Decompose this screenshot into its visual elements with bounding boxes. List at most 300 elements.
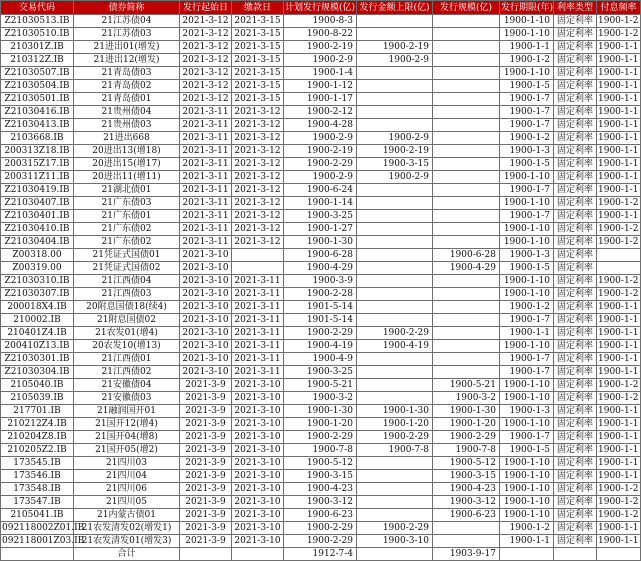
start-date-cell: 2021-3-10 xyxy=(180,353,232,366)
term-cell: 1900-1-1 xyxy=(500,327,554,340)
issue-size-cell xyxy=(433,288,500,301)
coupon-freq-cell: 1900-1-1 xyxy=(597,210,641,223)
coupon-freq-cell: 1900-1-1 xyxy=(597,41,641,54)
issue-size-cell xyxy=(433,28,500,41)
table-row xyxy=(1,444,641,457)
table-row xyxy=(1,93,641,106)
payment-date-cell: 2021-3-11 xyxy=(232,288,284,301)
planned-size-cell: 1900-3-9 xyxy=(284,275,357,288)
planned-size-cell: 1900-7-8 xyxy=(284,444,357,457)
start-date-cell: 2021-3-11 xyxy=(180,210,232,223)
table-row xyxy=(1,353,641,366)
term-cell: 1900-1-10 xyxy=(500,288,554,301)
rate-type-cell: 固定利率 xyxy=(554,366,597,379)
term-cell: 1900-1-10 xyxy=(500,28,554,41)
start-date-cell: 2021-3-11 xyxy=(180,236,232,249)
planned-size-cell: 1900-2-29 xyxy=(284,535,357,548)
payment-date-cell: 2021-3-10 xyxy=(232,431,284,444)
coupon-freq-cell: 1900-1-1 xyxy=(597,184,641,197)
planned-size-cell: 1900-2-29 xyxy=(284,522,357,535)
table-row xyxy=(1,236,641,249)
term-cell: 1900-1-10 xyxy=(500,67,554,80)
table-row xyxy=(1,301,641,314)
term-cell: 1900-1-5 xyxy=(500,158,554,171)
issue-size-cell xyxy=(433,15,500,28)
coupon-freq-cell: 1900-1-1 xyxy=(597,353,641,366)
start-date-cell: 2021-3-11 xyxy=(180,145,232,158)
planned-size-cell: 1900-5-21 xyxy=(284,379,357,392)
issue-size-cell: 1900-7-8 xyxy=(433,444,500,457)
term-cell: 1900-1-7 xyxy=(500,431,554,444)
rate-type-cell: 固定利率 xyxy=(554,314,597,327)
amount-cap-cell xyxy=(357,197,433,210)
start-date-cell: 2021-3-10 xyxy=(180,262,232,275)
planned-size-cell: 1900-6-23 xyxy=(284,509,357,522)
bond-name-cell: 20进出11(增11) xyxy=(74,171,180,184)
payment-date-cell: 2021-3-11 xyxy=(232,353,284,366)
header-cell: 发行金额上限(亿) xyxy=(357,1,433,15)
term-cell: 1900-1-7 xyxy=(500,210,554,223)
rate-type-cell: 固定利率 xyxy=(554,54,597,67)
planned-size-cell: 1900-2-12 xyxy=(284,106,357,119)
term-cell: 1900-1-10 xyxy=(500,171,554,184)
table-row xyxy=(1,483,641,496)
bond-name-cell: 21湖北债01 xyxy=(74,184,180,197)
table-row xyxy=(1,522,641,535)
rate-type-cell: 固定利率 xyxy=(554,496,597,509)
payment-date-cell: 2021-3-15 xyxy=(232,93,284,106)
start-date-cell: 2021-3-10 xyxy=(180,288,232,301)
planned-size-cell: 1900-3-12 xyxy=(284,496,357,509)
bond-name-cell: 21安徽债03 xyxy=(74,392,180,405)
issue-size-cell: 1900-2-29 xyxy=(433,431,500,444)
term-cell: 1900-1-5 xyxy=(500,80,554,93)
amount-cap-cell: 1900-2-9 xyxy=(357,132,433,145)
term-cell: 1900-1-3 xyxy=(500,249,554,262)
term-cell: 1900-1-2 xyxy=(500,54,554,67)
start-date-cell: 2021-3-10 xyxy=(180,340,232,353)
term-cell: 1900-1-7 xyxy=(500,366,554,379)
amount-cap-cell xyxy=(357,509,433,522)
coupon-freq-cell: 1900-1-2 xyxy=(597,496,641,509)
term-cell: 1900-1-10 xyxy=(500,236,554,249)
planned-size-cell: 1900-4-28 xyxy=(284,119,357,132)
header-row xyxy=(1,1,641,15)
bond-code-cell: Z00318.00 xyxy=(1,249,74,262)
rate-type-cell: 固定利率 xyxy=(554,470,597,483)
payment-date-cell: 2021-3-12 xyxy=(232,158,284,171)
coupon-freq-cell: 1900-1-2 xyxy=(597,28,641,41)
planned-size-cell: 1900-2-29 xyxy=(284,327,357,340)
table-row xyxy=(1,67,641,80)
coupon-freq-cell: 1900-1-1 xyxy=(597,132,641,145)
total-start-cell xyxy=(180,548,232,561)
term-cell: 1900-1-2 xyxy=(500,522,554,535)
start-date-cell: 2021-3-11 xyxy=(180,119,232,132)
bond-name-cell: 21贵州债04 xyxy=(74,106,180,119)
bond-code-cell: Z21030513.IB xyxy=(1,15,74,28)
issue-size-cell xyxy=(433,197,500,210)
start-date-cell: 2021-3-10 xyxy=(180,366,232,379)
bond-code-cell: Z21030310.IB xyxy=(1,275,74,288)
issue-size-cell xyxy=(433,132,500,145)
coupon-freq-cell: 1900-1-1 xyxy=(597,93,641,106)
amount-cap-cell: 1900-3-10 xyxy=(357,535,433,548)
header-cell: 交易代码 xyxy=(1,1,74,15)
term-cell: 1900-1-3 xyxy=(500,145,554,158)
coupon-freq-cell: 1900-1-1 xyxy=(597,470,641,483)
start-date-cell: 2021-3-12 xyxy=(180,28,232,41)
coupon-freq-cell: 1900-1-2 xyxy=(597,197,641,210)
bond-name-cell: 21江西债04 xyxy=(74,275,180,288)
table-row xyxy=(1,470,641,483)
issue-size-cell: 1900-1-30 xyxy=(433,405,500,418)
amount-cap-cell: 1900-2-9 xyxy=(357,171,433,184)
payment-date-cell: 2021-3-10 xyxy=(232,535,284,548)
total-row xyxy=(1,548,641,561)
term-cell: 1900-1-10 xyxy=(500,392,554,405)
planned-size-cell: 1900-4-29 xyxy=(284,262,357,275)
payment-date-cell: 2021-3-12 xyxy=(232,106,284,119)
rate-type-cell: 固定利率 xyxy=(554,80,597,93)
start-date-cell: 2021-3-9 xyxy=(180,457,232,470)
issue-size-cell: 1900-3-12 xyxy=(433,496,500,509)
start-date-cell: 2021-3-9 xyxy=(180,405,232,418)
issue-size-cell xyxy=(433,223,500,236)
bond-name-cell: 21广东债02 xyxy=(74,236,180,249)
start-date-cell: 2021-3-9 xyxy=(180,535,232,548)
rate-type-cell: 固定利率 xyxy=(554,275,597,288)
coupon-freq-cell: 1900-1-1 xyxy=(597,171,641,184)
bond-name-cell: 21江西债02 xyxy=(74,366,180,379)
payment-date-cell: 2021-3-10 xyxy=(232,470,284,483)
total-pay-cell xyxy=(232,548,284,561)
payment-date-cell: 2021-3-15 xyxy=(232,67,284,80)
table-row xyxy=(1,171,641,184)
term-cell: 1900-1-10 xyxy=(500,15,554,28)
rate-type-cell: 固定利率 xyxy=(554,249,597,262)
coupon-freq-cell: 1900-1-2 xyxy=(597,483,641,496)
rate-type-cell: 固定利率 xyxy=(554,509,597,522)
payment-date-cell: 2021-3-11 xyxy=(232,340,284,353)
issue-size-cell xyxy=(433,158,500,171)
table-row xyxy=(1,210,641,223)
table-row xyxy=(1,418,641,431)
rate-type-cell: 固定利率 xyxy=(554,535,597,548)
start-date-cell: 2021-3-9 xyxy=(180,470,232,483)
issue-size-cell xyxy=(433,353,500,366)
issue-size-cell xyxy=(433,236,500,249)
planned-size-cell: 1900-3-15 xyxy=(284,470,357,483)
planned-size-cell: 1900-2-28 xyxy=(284,288,357,301)
bond-name-cell: 21附息国债02 xyxy=(74,314,180,327)
coupon-freq-cell xyxy=(597,249,641,262)
bond-name-cell: 21贵州债03 xyxy=(74,119,180,132)
rate-type-cell: 固定利率 xyxy=(554,184,597,197)
bond-name-cell: 21国开05(增2) xyxy=(74,444,180,457)
term-cell: 1900-1-1 xyxy=(500,41,554,54)
start-date-cell: 2021-3-11 xyxy=(180,223,232,236)
payment-date-cell: 2021-3-15 xyxy=(232,15,284,28)
rate-type-cell: 固定利率 xyxy=(554,171,597,184)
bond-name-cell: 21江苏债03 xyxy=(74,28,180,41)
header-cell: 发行期限(年) xyxy=(501,2,554,13)
term-cell: 1900-1-7 xyxy=(500,93,554,106)
term-cell: 1900-1-2 xyxy=(500,301,554,314)
start-date-cell: 2021-3-9 xyxy=(180,509,232,522)
bond-name-cell: 21四川05 xyxy=(74,496,180,509)
header-cell: 发行起始日 xyxy=(180,1,232,15)
payment-date-cell: 2021-3-11 xyxy=(232,314,284,327)
coupon-freq-cell: 1900-1-1 xyxy=(597,106,641,119)
planned-size-cell: 1900-3-25 xyxy=(284,366,357,379)
table-row xyxy=(1,262,641,275)
term-cell: 1900-1-10 xyxy=(500,275,554,288)
rate-type-cell: 固定利率 xyxy=(554,197,597,210)
amount-cap-cell xyxy=(357,262,433,275)
start-date-cell: 2021-3-9 xyxy=(180,444,232,457)
bond-code-cell: 2103668.IB xyxy=(1,132,74,145)
rate-type-cell: 固定利率 xyxy=(554,301,597,314)
table-row xyxy=(1,457,641,470)
payment-date-cell: 2021-3-12 xyxy=(232,132,284,145)
bond-name-cell: 21江西债03 xyxy=(74,288,180,301)
term-cell: 1900-1-7 xyxy=(500,106,554,119)
bond-name-cell: 21融润国开01 xyxy=(74,405,180,418)
table-row xyxy=(1,119,641,132)
bond-name-cell: 21安徽债04 xyxy=(74,379,180,392)
bond-name-cell: 21青岛债01 xyxy=(74,93,180,106)
rate-type-cell: 固定利率 xyxy=(554,93,597,106)
coupon-freq-cell: 1900-1-1 xyxy=(597,522,641,535)
coupon-freq-cell: 1900-1-1 xyxy=(597,67,641,80)
issue-size-cell xyxy=(433,184,500,197)
payment-date-cell: 2021-3-10 xyxy=(232,379,284,392)
rate-type-cell: 固定利率 xyxy=(554,431,597,444)
start-date-cell: 2021-3-10 xyxy=(180,249,232,262)
issue-size-cell xyxy=(433,301,500,314)
coupon-freq-cell: 1900-1-2 xyxy=(597,392,641,405)
payment-date-cell: 2021-3-12 xyxy=(232,119,284,132)
start-date-cell: 2021-3-12 xyxy=(180,93,232,106)
start-date-cell: 2021-3-12 xyxy=(180,80,232,93)
bond-name-cell: 20附息国债18(续4) xyxy=(74,301,180,314)
term-cell: 1900-1-3 xyxy=(500,405,554,418)
issue-size-cell xyxy=(433,327,500,340)
bond-code-cell: Z21030504.IB xyxy=(1,80,74,93)
planned-size-cell: 1900-2-9 xyxy=(284,171,357,184)
payment-date-cell: 2021-3-12 xyxy=(232,145,284,158)
start-date-cell: 2021-3-11 xyxy=(180,106,232,119)
rate-type-cell: 固定利率 xyxy=(554,119,597,132)
bond-code-cell: 173545.IB xyxy=(1,457,74,470)
issue-size-cell xyxy=(433,535,500,548)
amount-cap-cell xyxy=(357,28,433,41)
start-date-cell: 2021-3-9 xyxy=(180,431,232,444)
planned-size-cell: 1900-2-9 xyxy=(284,132,357,145)
table-row xyxy=(1,106,641,119)
term-cell: 1900-1-10 xyxy=(500,340,554,353)
amount-cap-cell xyxy=(357,80,433,93)
issue-size-cell xyxy=(433,366,500,379)
bond-name-cell: 21青岛债03 xyxy=(74,67,180,80)
bond-code-cell: 210312Z.IB xyxy=(1,54,74,67)
payment-date-cell: 2021-3-15 xyxy=(232,41,284,54)
rate-type-cell: 固定利率 xyxy=(554,106,597,119)
payment-date-cell: 2021-3-10 xyxy=(232,457,284,470)
coupon-freq-cell: 1900-1-1 xyxy=(597,119,641,132)
start-date-cell: 2021-3-10 xyxy=(180,275,232,288)
coupon-freq-cell: 1900-1-1 xyxy=(597,80,641,93)
header-cell: 债券简称 xyxy=(74,1,180,15)
total-planned: 1912-7-4 xyxy=(284,548,357,561)
coupon-freq-cell: 1900-1-2 xyxy=(597,288,641,301)
table-row xyxy=(1,496,641,509)
rate-type-cell: 固定利率 xyxy=(554,15,597,28)
amount-cap-cell: 1900-2-29 xyxy=(357,431,433,444)
bond-name-cell: 20进出13(增18) xyxy=(74,145,180,158)
coupon-freq-cell: 1900-1-1 xyxy=(597,314,641,327)
payment-date-cell: 2021-3-10 xyxy=(232,444,284,457)
amount-cap-cell: 1900-1-20 xyxy=(357,418,433,431)
rate-type-cell: 固定利率 xyxy=(554,210,597,223)
start-date-cell: 2021-3-11 xyxy=(180,132,232,145)
planned-size-cell: 1900-1-4 xyxy=(284,67,357,80)
planned-size-cell: 1900-1-20 xyxy=(284,418,357,431)
table-row xyxy=(1,275,641,288)
start-date-cell: 2021-3-9 xyxy=(180,418,232,431)
payment-date-cell: 2021-3-10 xyxy=(232,496,284,509)
start-date-cell: 2021-3-11 xyxy=(180,184,232,197)
payment-date-cell: 2021-3-15 xyxy=(232,54,284,67)
amount-cap-cell xyxy=(357,15,433,28)
start-date-cell: 2021-3-12 xyxy=(180,41,232,54)
coupon-freq-cell: 1900-1-2 xyxy=(597,15,641,28)
amount-cap-cell xyxy=(357,249,433,262)
payment-date-cell: 2021-3-12 xyxy=(232,223,284,236)
coupon-freq-cell: 1900-1-1 xyxy=(597,54,641,67)
bond-code-cell: Z21030413.IB xyxy=(1,119,74,132)
payment-date-cell: 2021-3-10 xyxy=(232,405,284,418)
bond-name-cell: 21广东债01 xyxy=(74,210,180,223)
bond-code-cell: Z21030416.IB xyxy=(1,106,74,119)
coupon-freq-cell: 1900-1-2 xyxy=(597,223,641,236)
rate-type-cell: 固定利率 xyxy=(554,483,597,496)
coupon-freq-cell: 1900-1-1 xyxy=(597,366,641,379)
bond-code-cell: 200410Z13.IB xyxy=(1,340,74,353)
planned-size-cell: 1900-1-12 xyxy=(284,80,357,93)
coupon-freq-cell: 1900-1-1 xyxy=(597,444,641,457)
bond-name-cell: 21国开12(增4) xyxy=(74,418,180,431)
rate-type-cell: 固定利率 xyxy=(554,28,597,41)
coupon-freq-cell: 1900-1-1 xyxy=(597,535,641,548)
rate-type-cell: 固定利率 xyxy=(554,392,597,405)
planned-size-cell: 1900-1-17 xyxy=(284,93,357,106)
issue-size-cell: 1900-1-20 xyxy=(433,418,500,431)
bond-name-cell: 21进出12(增发) xyxy=(74,54,180,67)
issue-size-cell xyxy=(433,106,500,119)
header-cell: 利率类型 xyxy=(554,1,597,15)
rate-type-cell: 固定利率 xyxy=(554,418,597,431)
coupon-freq-cell: 1900-1-2 xyxy=(597,509,641,522)
start-date-cell: 2021-3-9 xyxy=(180,392,232,405)
issue-size-cell xyxy=(433,210,500,223)
planned-size-cell: 1901-5-14 xyxy=(284,301,357,314)
payment-date-cell: 2021-3-12 xyxy=(232,197,284,210)
coupon-freq-cell: 1900-1-1 xyxy=(597,418,641,431)
start-date-cell: 2021-3-9 xyxy=(180,379,232,392)
planned-size-cell: 1900-1-27 xyxy=(284,223,357,236)
bond-code-cell: 217701.IB xyxy=(1,405,74,418)
bond-code-cell: 200018X4.IB xyxy=(1,301,74,314)
total-term-cell xyxy=(500,548,554,561)
issue-size-cell xyxy=(433,171,500,184)
term-cell: 1900-1-7 xyxy=(500,353,554,366)
coupon-freq-cell: 1900-1-1 xyxy=(597,145,641,158)
table-row xyxy=(1,184,641,197)
amount-cap-cell xyxy=(357,184,433,197)
total-issued: 1903-9-17 xyxy=(433,548,500,561)
bond-code-cell: Z21030419.IB xyxy=(1,184,74,197)
amount-cap-cell: 1900-2-29 xyxy=(357,522,433,535)
bond-code-cell: 210204Z8.IB xyxy=(1,431,74,444)
amount-cap-cell: 1900-2-19 xyxy=(357,41,433,54)
bond-code-cell: Z21030301.IB xyxy=(1,353,74,366)
rate-type-cell: 固定利率 xyxy=(554,41,597,54)
bond-code-cell: 200311Z11.IB xyxy=(1,171,74,184)
rate-type-cell: 固定利率 xyxy=(554,405,597,418)
amount-cap-cell xyxy=(357,275,433,288)
rate-type-cell: 固定利率 xyxy=(554,379,597,392)
rate-type-cell: 固定利率 xyxy=(554,522,597,535)
bond-code-cell: Z21030501.IB xyxy=(1,93,74,106)
bond-code-cell: Z21030410.IB xyxy=(1,223,74,236)
table-row xyxy=(1,80,641,93)
bond-code-cell: Z21030304.IB xyxy=(1,366,74,379)
amount-cap-cell xyxy=(357,119,433,132)
bond-code-cell: 210212Z4.IB xyxy=(1,418,74,431)
amount-cap-cell: 1900-2-29 xyxy=(357,327,433,340)
payment-date-cell: 2021-3-11 xyxy=(232,327,284,340)
coupon-freq-cell xyxy=(597,262,641,275)
planned-size-cell: 1900-2-29 xyxy=(284,158,357,171)
amount-cap-cell: 1900-3-15 xyxy=(357,158,433,171)
amount-cap-cell xyxy=(357,314,433,327)
table-row xyxy=(1,197,641,210)
coupon-freq-cell: 1900-1-1 xyxy=(597,158,641,171)
table-body xyxy=(1,15,641,548)
bond-code-cell: Z21030401.IB xyxy=(1,210,74,223)
table-row xyxy=(1,366,641,379)
table-row xyxy=(1,431,641,444)
coupon-freq-cell: 1900-1-1 xyxy=(597,340,641,353)
term-cell: 1900-1-10 xyxy=(500,509,554,522)
amount-cap-cell: 1900-2-19 xyxy=(357,145,433,158)
table-row xyxy=(1,288,641,301)
bond-code-cell: 210205Z2.IB xyxy=(1,444,74,457)
table-row xyxy=(1,314,641,327)
bond-name-cell: 21四川04 xyxy=(74,470,180,483)
bond-name-cell: 21农发清发02(增发1) xyxy=(74,522,180,535)
bond-code-cell: 173548.IB xyxy=(1,483,74,496)
planned-size-cell: 1900-1-30 xyxy=(284,236,357,249)
coupon-freq-cell: 1900-1-1 xyxy=(597,405,641,418)
total-rate-cell xyxy=(554,548,597,561)
payment-date-cell: 2021-3-10 xyxy=(232,522,284,535)
term-cell: 1900-1-7 xyxy=(500,119,554,132)
payment-date-cell: 2021-3-11 xyxy=(232,366,284,379)
table-row xyxy=(1,41,641,54)
